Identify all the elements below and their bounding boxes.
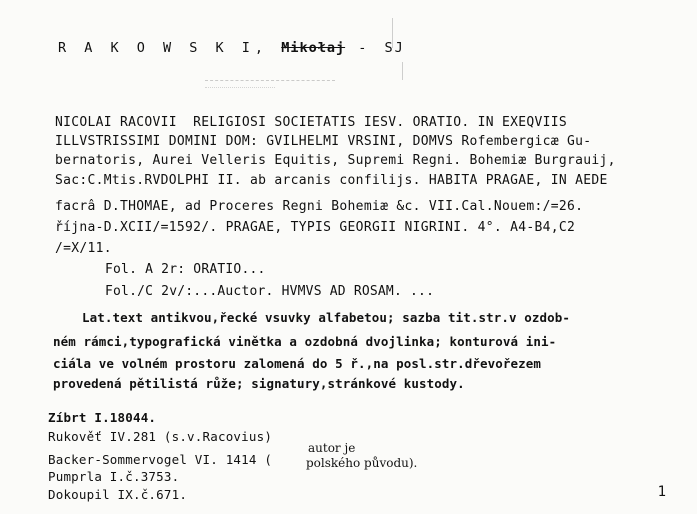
faint-erased-line-2 [205, 86, 275, 88]
title-line: /=X/11. [55, 241, 112, 256]
bibliography-line: Pumprla I.č.3753. [48, 469, 180, 484]
handwritten-note-line2: polského původu). [306, 456, 418, 470]
folio-line: Fol. A 2r: ORATIO... [105, 262, 266, 277]
title-line: ILLVSTRISSIMI DOMINI DOM: GVILHELMI VRSINI, DOMVS Rofembergicæ Gu- [55, 134, 592, 149]
bibliography-line: Dokoupil IX.č.671. [48, 487, 188, 502]
note-line: Lat.text antikvou,řecké vsuvky alfabetou; sazba tit.str.v ozdob- [82, 310, 571, 325]
note-line: ciála ve volném prostoru zalomená do 5 ř.,na posl.str.dřevořezem [53, 356, 542, 371]
faint-erased-line [205, 70, 335, 81]
title-line: NICOLAI RACOVII RELIGIOSI SOCIETATIS IESV. ORATIO. IN EXEQVIIS [55, 115, 567, 130]
heading-code: SJ [384, 40, 405, 56]
heading-given-name: Mikołaj [281, 40, 346, 56]
bibliography-line: Rukověť IV.281 (s.v.Racovius) [48, 429, 273, 444]
bibliography-line: Backer-Sommervogel VI. 1414 ( [48, 452, 273, 467]
note-line: ném rámci,typografická vinětka a ozdobná dvojlinka; konturová ini- [53, 334, 557, 349]
note-line: provedená pětilistá růže; signatury,stránkové kustody. [53, 376, 465, 391]
scratch-mark [392, 18, 393, 48]
title-line: bernatoris, Aurei Velleris Equitis, Supremi Regni. Bohemiæ Burgrauij, [55, 153, 616, 168]
folio-line: Fol./C 2v/:...Auctor. HVMVS AD ROSAM. ... [105, 284, 435, 299]
bibliography-line: Zíbrt I.18044. [48, 410, 157, 425]
title-line: Sac:C.Mtis.RVDOLPHI II. ab arcanis confilijs. HABITA PRAGAE, IN AEDE [55, 173, 608, 188]
heading-dash: - [345, 40, 372, 56]
page-number: 1 [657, 484, 666, 500]
scratch-mark [402, 62, 403, 80]
title-line: října-D.XCII/=1592/. PRAGAE, TYPIS GEORGII NIGRINI. 4°. A4-B4,C2 [55, 220, 576, 235]
heading-surname: R A K O W S K I, [58, 40, 269, 56]
handwritten-note-line1: autor je [308, 441, 356, 455]
title-line: facrâ D.THOMAE, ad Proceres Regni Bohemiæ &c. VII.Cal.Nouem:/=26. [55, 199, 584, 214]
card-heading [58, 40, 405, 56]
